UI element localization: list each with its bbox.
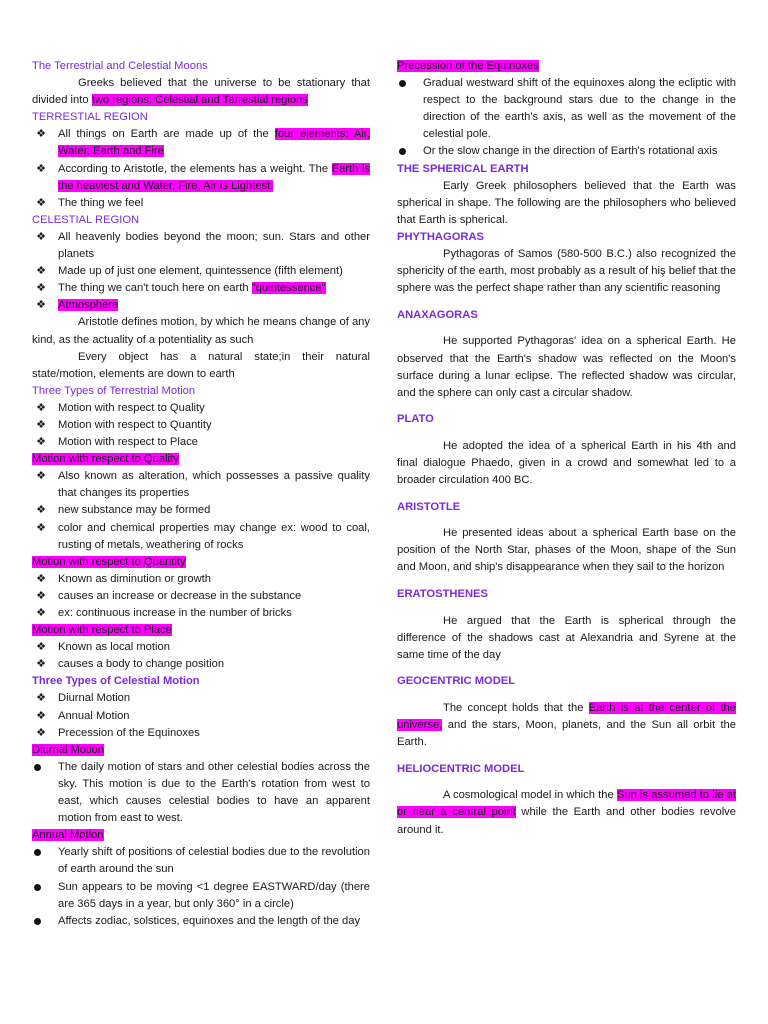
round-bullet-icon [34,918,41,925]
diamond-bullet-icon: ❖ [36,607,46,619]
diamond-bullet-icon: ❖ [36,196,46,209]
precession-list [397,75,736,160]
list-item: ❖ The thing we feel [32,195,370,212]
list-item: ❖ Known as local motion [32,639,370,656]
list-item: ❖ Motion with respect to Place [32,434,370,451]
heading-heliocentric: HELIOCENTRIC MODEL [397,762,525,775]
place-list [32,639,370,673]
heading-celestial-motion: Three Types of Celestial Motion [32,675,200,688]
diamond-bullet-icon: ❖ [36,265,46,278]
list-item: ❖ ex: continuous increase in the number of bricks [32,605,370,622]
heading-geocentric: GEOCENTRIC MODEL [397,675,516,688]
diamond-bullet-icon: ❖ [36,521,46,534]
list-item: ❖ Made up of just one element, quintessence (fifth element) [32,263,370,280]
heading-precession: Precession of the Equinoxes [397,60,539,72]
eratosthenes-paragraph: He argued that the Earth is spherical through the difference of the shadows cast at Alexandria and Syrene at the same time of the day [397,614,736,661]
list-item: ❖ Precession of the Equinoxes [32,725,370,742]
annual-list [32,844,370,929]
list-item: ❖ Motion with respect to Quantity [32,417,370,434]
pythagoras-paragraph: Pythagoras of Samos (580-500 B.C.) also recognized the sphericity of the earth, most probably as a result of hiş belief that the sphere was the perfect shape rather than any scientific reasoning [397,248,736,295]
diamond-bullet-icon: ❖ [36,299,46,312]
list-item: ❖ According to Aristotle, the elements has a weight. The Earth is the heaviest and Water, Fire, Air is Lightest. [32,161,370,195]
spherical-paragraph: Early Greek philosophers believed that the Earth was spherical in shape. The following are the philosophers who believed that Earth is spherical. [397,179,736,226]
heading-celestial-region: CELESTIAL REGION [32,213,140,226]
list-item: ❖ Diurnal Motion [32,690,370,707]
highlight: Earth is at the center of the universe, [397,702,736,732]
heading-quality: Motion with respect to Quality [32,453,179,466]
diamond-bullet-icon: ❖ [36,641,46,654]
heading-annual: Annual Motion [32,829,104,842]
intro-paragraph: Greeks believed that the universe to be stationary that divided into two regions: Celestial and Terrestial regions [32,77,370,107]
heading-anaxagoras: ANAXAGORAS [397,308,478,321]
list-item: ❖ The thing we can't touch here on earth "quintessence" [32,280,370,297]
heading-diurnal: Diurnal Motion [32,743,105,756]
list-item: ❖ new substance may be formed [32,502,370,519]
diamond-bullet-icon: ❖ [36,401,46,414]
list-item: Yearly shift of positions of celestial bodies due to the revolution of earth around the sun [32,844,370,878]
every-object-paragraph: Every object has a natural state;in their natural state/motion, elements are down to earth [32,350,370,380]
highlight: two regions: Celestial and Terrestial regions [91,94,308,107]
list-item: ❖ Motion with respect to Quality [32,400,370,417]
diamond-bullet-icon: ❖ [36,282,46,295]
aristotle-paragraph: Aristotle defines motion, by which he means change of any kind, as the actuality of a potentiality as such [32,316,370,346]
diamond-bullet-icon: ❖ [36,709,46,722]
round-bullet-icon [34,764,41,771]
round-bullet-icon [34,849,41,856]
heading-aristotle: ARISTOTLE [397,500,461,513]
diamond-bullet-icon: ❖ [36,589,46,602]
heading-quantity: Motion with respect to Quantity [32,555,186,568]
celestial-list [32,229,370,314]
list-item: Affects zodiac, solstices, equinoxes and the length of the day [32,913,370,930]
plato-paragraph: He adopted the idea of a spherical Earth in his 4th and final dialogue Phaedo, given in a crowd and somewhat led to a broader circulation 400 BC. [397,439,736,487]
highlight: "quintessence" [251,282,326,295]
diamond-bullet-icon: ❖ [36,504,46,517]
quantity-list [32,571,370,622]
quality-list [32,468,370,553]
heading-plato: PLATO [397,413,434,426]
diamond-bullet-icon: ❖ [36,230,46,243]
highlight: Atmosphere [58,299,119,312]
heading-eratosthenes: ERATOSTHENES [397,588,488,601]
list-item: ❖ Annual Motion [32,708,370,725]
heading-place: Motion with respect to Place [32,624,172,637]
diamond-bullet-icon: ❖ [36,572,46,585]
diamond-bullet-icon: ❖ [36,418,46,431]
heading-terrestrial-region: TERRESTIAL REGION [32,111,148,124]
list-item: ❖ causes a body to change position [32,656,370,673]
list-item: ❖ All heavenly bodies beyond the moon; sun. Stars and other planets [32,229,370,263]
highlight: Sun is assumed to lie at or near a central point [397,789,736,819]
terrestrial-motion-list [32,400,370,451]
list-item: ❖ color and chemical properties may change ex: wood to coal, rusting of metals, weathering of rocks [32,520,370,554]
heading-terrestrial-motion: Three Types of Terrestrial Motion [32,384,196,397]
diamond-bullet-icon: ❖ [36,470,46,483]
round-bullet-icon [399,148,406,155]
diamond-bullet-icon: ❖ [36,726,46,739]
list-item: The daily motion of stars and other celestial bodies across the sky. This motion is due to the Earth's rotation from west to east, which causes celestial bodies to have an apparent motion from east to west. [32,759,370,827]
list-item: ❖ All things on Earth are made up of the four elements: Air, Water, Earth and Fire [32,126,370,160]
heading-spherical-earth: THE SPHERICAL EARTH [397,162,529,175]
section-title: The Terrestrial and Celestial Moons [32,60,208,72]
list-item: Or the slow change in the direction of Earth's rotational axis [397,143,736,160]
diamond-bullet-icon: ❖ [36,436,46,449]
left-column [32,58,370,930]
list-item: Sun appears to be moving <1 degree EASTWARD/day (there are 365 days in a year, but only 360° in a circle) [32,879,370,913]
list-item: ❖ causes an increase or decrease in the substance [32,588,370,605]
anaxagoras-paragraph: He supported Pythagoras' idea on a spherical Earth. He observed that the Earth's shadow was reflected on the Moon's surface during a lunar eclipse. The reflected shadow was circular, and the sphere can only cast a circular shadow. [397,335,736,399]
highlight: Earth is the heaviest and Water, Fire, Air is Lightest. [58,162,370,192]
terrestrial-list [32,126,370,211]
list-item: ❖ Also known as alteration, which possesses a passive quality that changes its properties [32,468,370,502]
diamond-bullet-icon: ❖ [36,658,46,671]
round-bullet-icon [34,884,41,891]
list-item: ❖ Known as diminution or growth [32,571,370,588]
celestial-motion-list [32,690,370,741]
list-item [32,297,370,314]
heliocentric-paragraph: A cosmological model in which the Sun is assumed to lie at or near a central point while the Earth and other bodies revolve around it. [397,789,736,836]
highlight: four elements: Air, Water, Earth and Fire [58,128,370,158]
round-bullet-icon [399,80,406,87]
right-column [397,58,736,839]
list-item: Gradual westward shift of the equinoxes along the ecliptic with respect to the background stars due to the change in the direction of the earth's axis, as well as the movement of the celestial pole. [397,75,736,143]
diamond-bullet-icon: ❖ [36,692,46,705]
aristotle-right-paragraph: He presented ideas about a spherical Earth base on the position of the North Star, phases of the Moon, shape of the Sun and Moon, and ship's disappearance when they sail to the horizon [397,527,736,574]
heading-pythagoras: PHYTHAGORAS [397,230,485,243]
diamond-bullet-icon: ❖ [36,162,46,175]
diamond-bullet-icon: ❖ [36,128,46,141]
diurnal-list [32,759,370,827]
geocentric-paragraph: The concept holds that the Earth is at the center of the universe, and the stars, Moon, planets, and the Sun all orbit the Earth. [397,702,736,749]
